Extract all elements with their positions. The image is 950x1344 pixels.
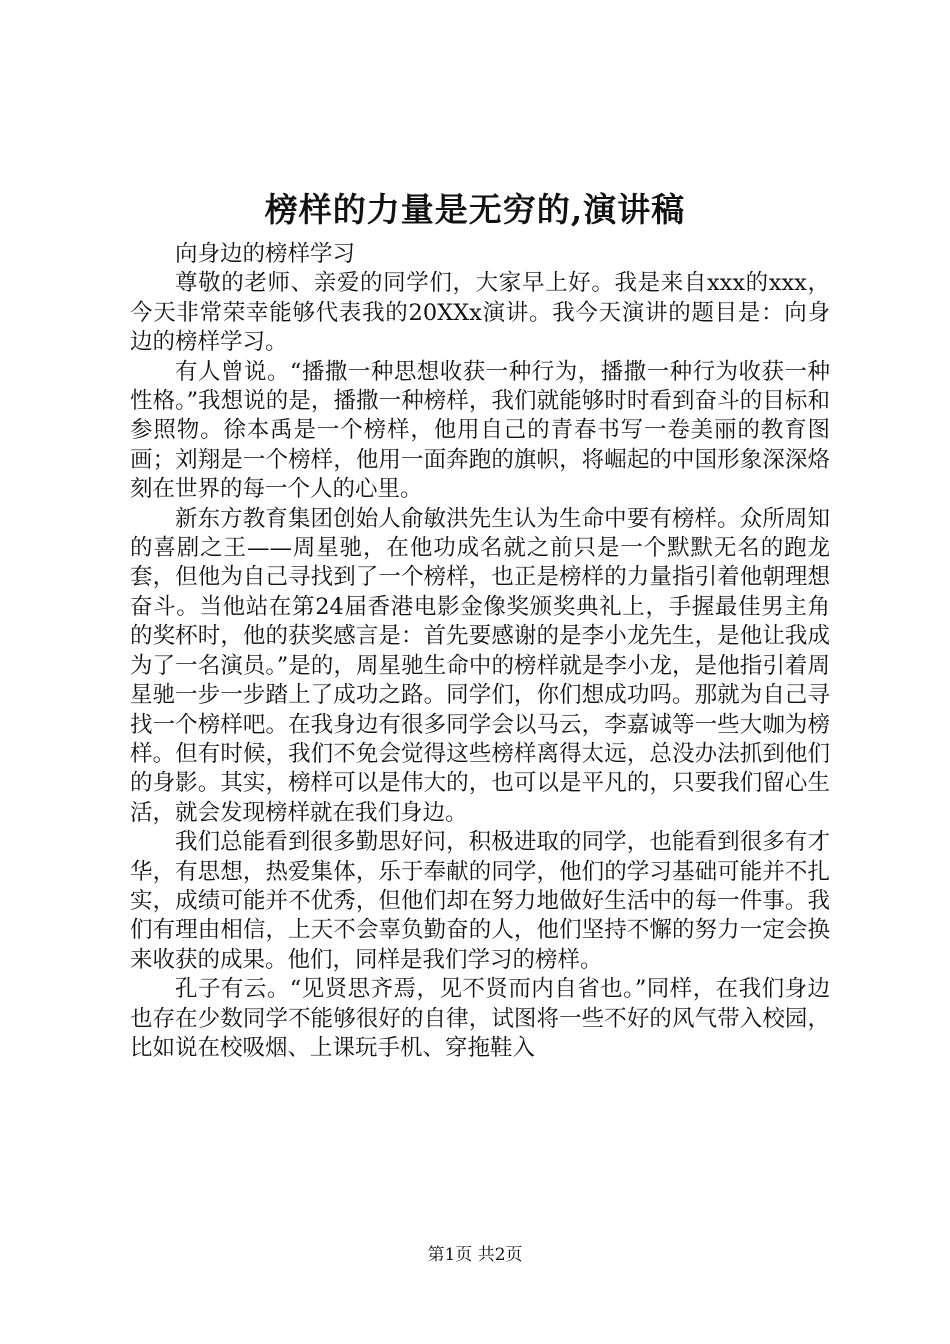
paragraph-confucius: 孔子有云。“见贤思齐焉，见不贤而内自省也。”同样，在我们身边也存在少数同学不能够很好的自律，试图将一些不好的风气带入校园，比如说在校吸烟、上课玩手机、穿拖鞋入 bbox=[130, 976, 830, 1061]
paragraph-classmates: 我们总能看到很多勤思好问，积极进取的同学，也能看到很多有才华，有思想，热爱集体，乐于奉献的同学，他们的学习基础可能并不扎实，成绩可能并不优秀，但他们却在努力地做好生活中的每一件事。我们有理由相信，上天不会辜负勤奋的人，他们坚持不懈的努力一定会换来收获的成果。他们，同样是我们学习的榜样。 bbox=[130, 829, 830, 973]
paragraph-subtitle: 向身边的榜样学习 bbox=[175, 241, 356, 267]
paragraph-role-models: 有人曾说。“播撒一种思想收获一种行为，播撒一种行为收获一种性格。”我想说的是，播撒一种榜样，我们就能够时时看到奋斗的目标和参照物。徐本禹是一个榜样，他用自己的青春书写一卷美丽的教育图画；刘翔是一个榜样，他用一面奔跑的旗帜，将崛起的中国形象深深烙刻在世界的每一个人的心里。 bbox=[130, 358, 830, 503]
document-body bbox=[130, 240, 830, 1063]
paragraph-greeting: 尊敬的老师、亲爱的同学们，大家早上好。我是来自xxx的xxx，今天非常荣幸能够代表我的20XXx演讲。我今天演讲的题目是：向身边的榜样学习。 bbox=[130, 270, 830, 356]
document-title: 榜样的力量是无穷的,演讲稿 bbox=[264, 190, 686, 229]
paragraph-stephen-chow: 新东方教育集团创始人俞敏洪先生认为生命中要有榜样。众所周知的喜剧之王——周星驰，在他功成名就之前只是一个默默无名的跑龙套，但他为自己寻找到了一个榜样，也正是榜样的力量指引着他朝理想奋斗。当他站在第24届香港电影金像奖颁奖典礼上，手握最佳男主角的奖杯时，他的获奖感言是：首先要感谢的是李小龙先生，是他让我成为了一名演员。”是的，周星驰生命中的榜样就是李小龙，是他指引着周星驰一步一步踏上了成功之路。同学们，你们想成功吗。那就为自己寻找一个榜样吧。在我身边有很多同学会以马云，李嘉诚等一些大咖为榜样。但有时候，我们不免会觉得这些榜样离得太远，总没办法抓到他们的身影。其实，榜样可以是伟大的，也可以是平凡的，只要我们留心生活，就会发现榜样就在我们身边。 bbox=[130, 505, 830, 826]
page-number-footer: 第1页 共2页 bbox=[427, 1245, 523, 1265]
